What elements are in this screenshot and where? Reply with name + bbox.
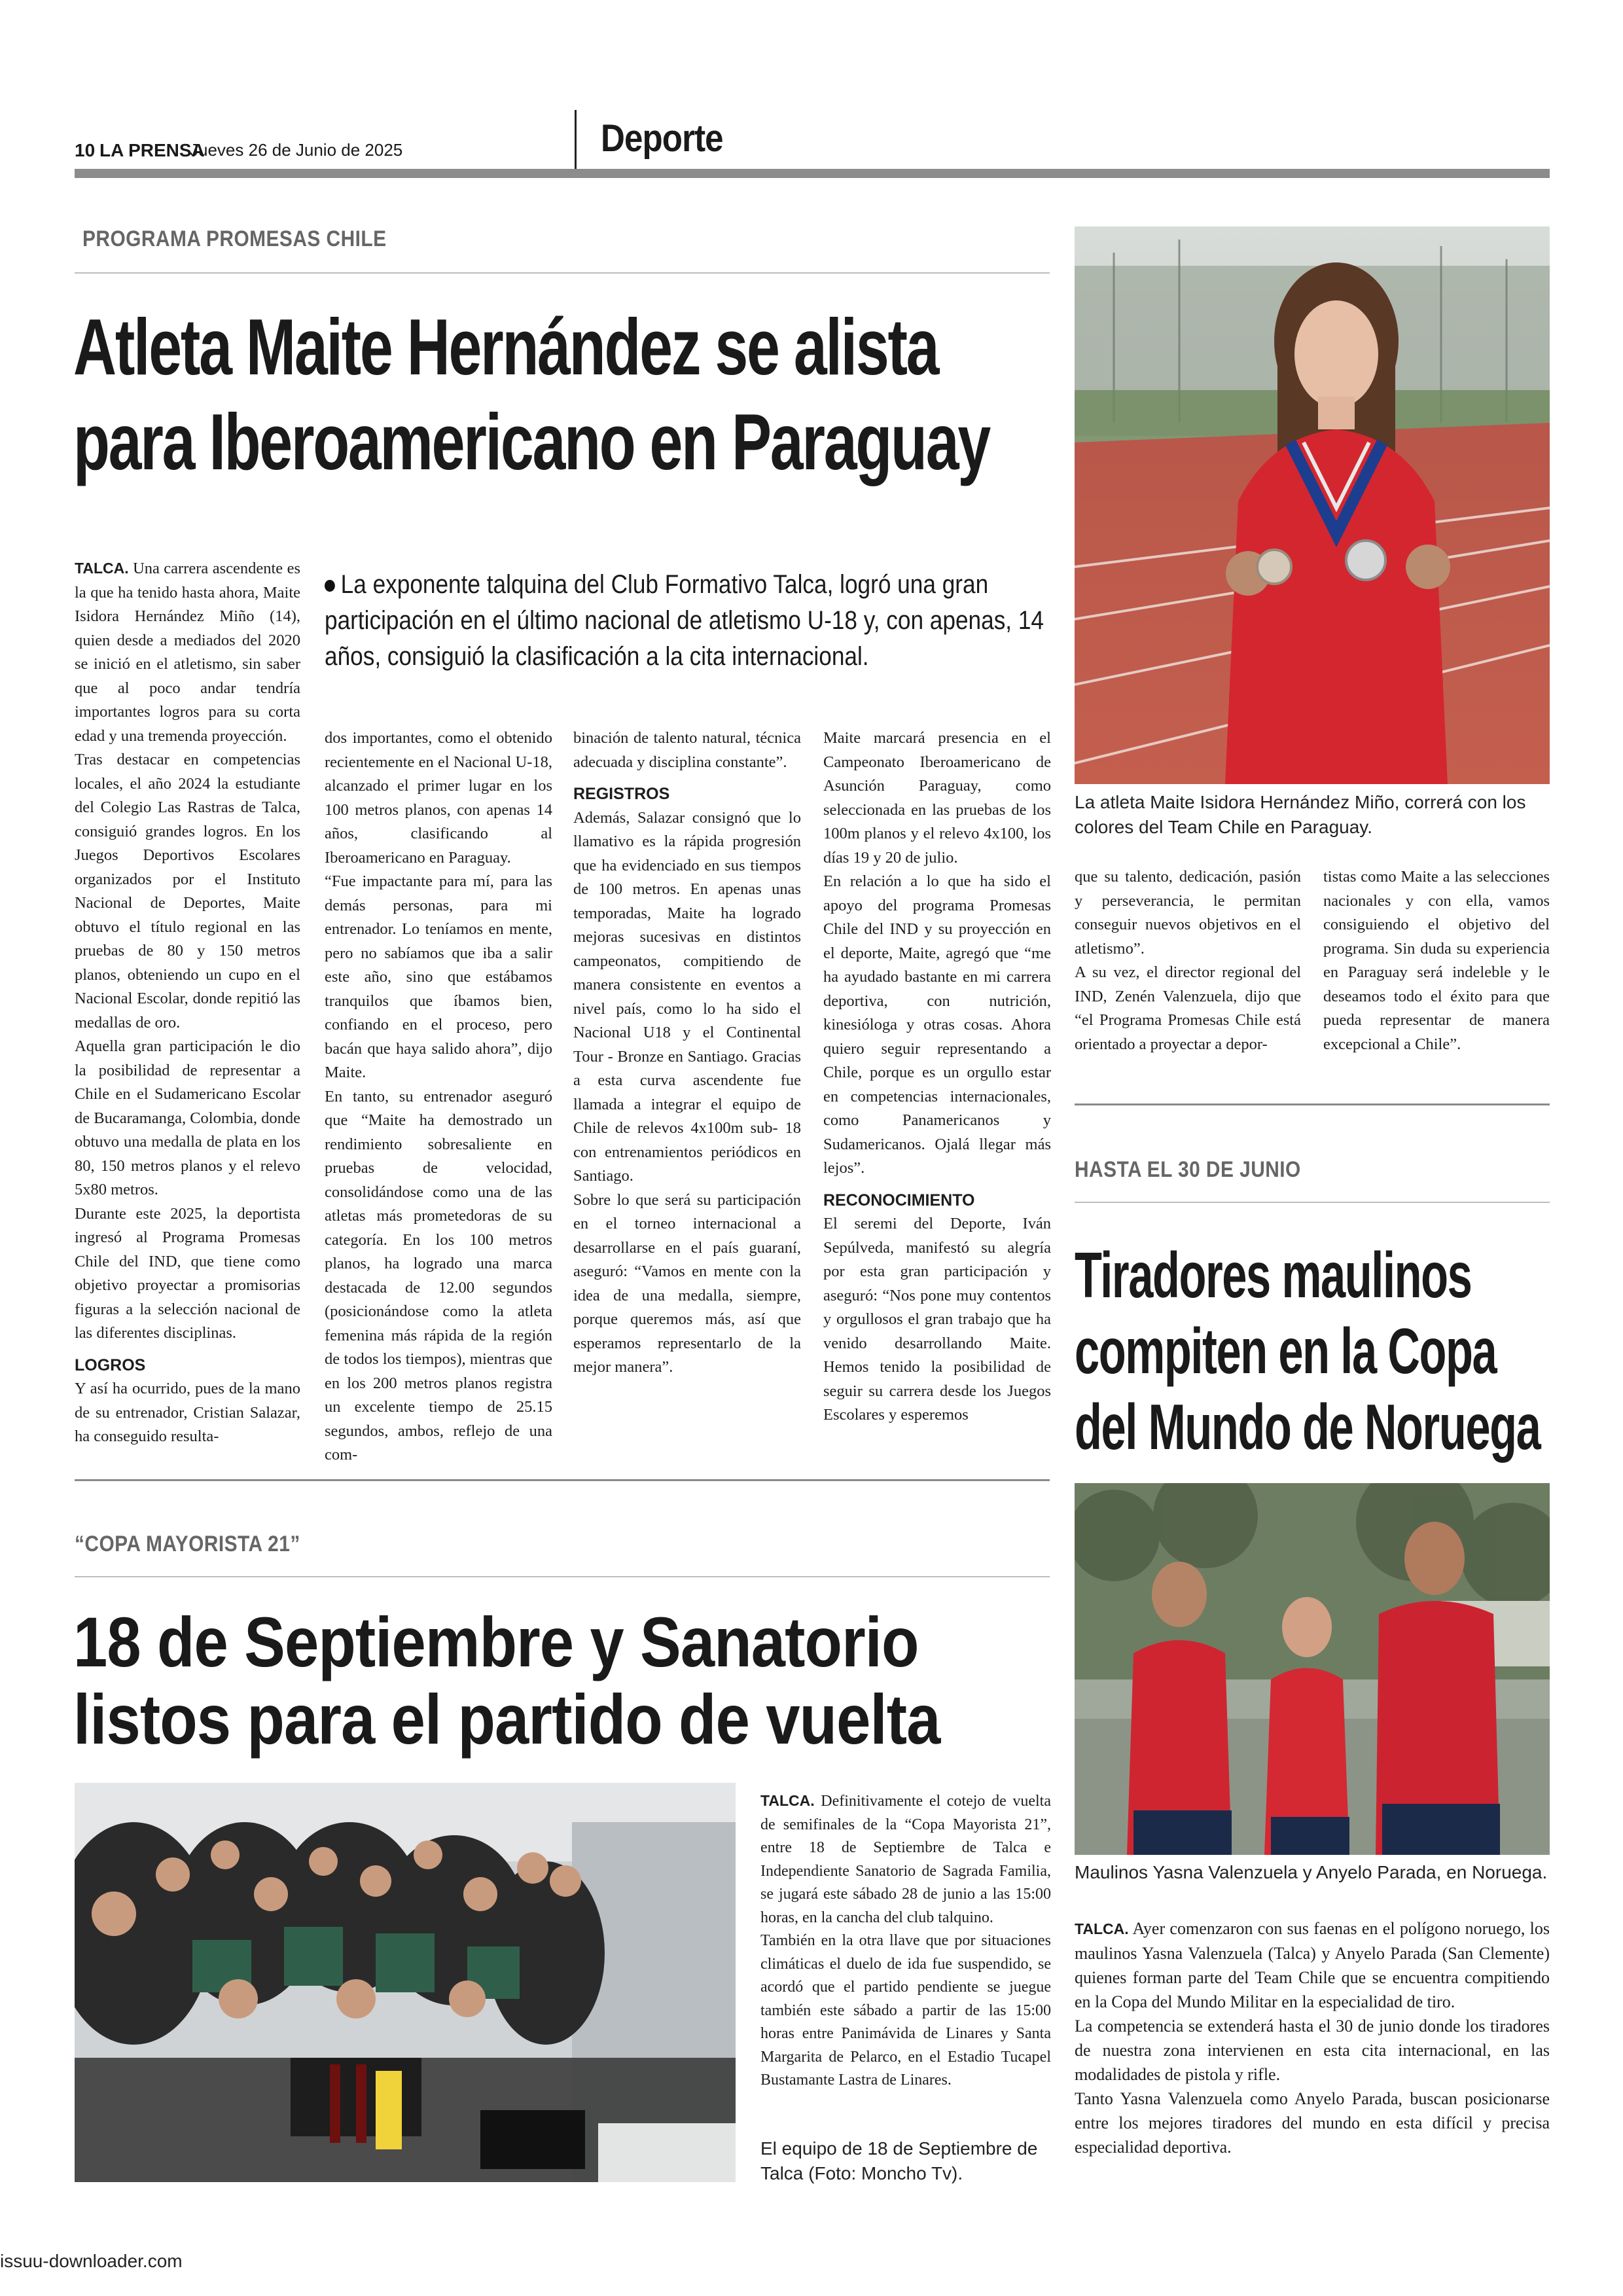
story3-headline-line2: listos para el partido de vuelta	[73, 1679, 940, 1759]
story1-lead	[325, 567, 1050, 675]
story1-column-2	[325, 726, 552, 1467]
story1-paragraph: binación de talento natural, técnica adecuada y disciplina constante”.	[573, 729, 801, 771]
story1-paragraph: En relación a lo que ha sido el apoyo del programa Promesas Chile del IND y su proyección en el deporte, Maite, agregó que “me ha ayudado bastante en mi carrera deportiva, con nutrición, kinesióloga y otras cosas. Ahora quiero seguir representando a Chile, porque es un orgullo estar en competencias internacionales, como Panamericanos y Sudamericanos. Ojalá llegar más lejos”.	[823, 872, 1051, 1177]
story1-paragraph: Además, Salazar consignó que lo llamativo es la rápida progresión que ha evidenciado en sus tiempos de 100 metros. En apenas unas temporadas, Maite ha logrado mejoras sucesivas en distintos campeonatos, compitiendo de manera consistente en eventos a nivel país, como lo ha sido el Nacional U18 y el Continental Tour - Bronze en Santiago. Gracias a esta curva ascendente fue llamada a integrar el equipo de Chile de relevos 4x100m sub- 18 con entrenamientos periódicos en Santiago.	[573, 808, 801, 1185]
story2-headline	[1075, 1237, 1540, 1465]
athlete-photo-illustration	[1075, 226, 1550, 784]
story3-kicker: “COPA MAYORISTA 21”	[75, 1532, 300, 1556]
story1-paragraph: Maite marcará presencia en el Campeonato Iberoamericano de Asunción Paraguay, como seleccionada en las pruebas de los 100m planos y el relevo 4x100, los días 19 y 20 de julio.	[823, 729, 1051, 867]
story1-photo-caption: La atleta Maite Isidora Hernández Miño, correrá con los colores del Team Chile en Paraguay.	[1075, 792, 1526, 837]
story3-photo	[75, 1783, 736, 2182]
story2-paragraph: La competencia se extenderá hasta el 30 de junio donde los tiradores de nuestra zona intervienen en esta cita internacional, en las modalidades de pistola y rifle.	[1075, 2017, 1550, 2084]
story2-dateline: TALCA.	[1075, 1920, 1129, 1937]
story2-photo-caption: Maulinos Yasna Valenzuela y Anyelo Parada, en Noruega.	[1075, 1862, 1548, 1882]
story3-paragraph: También en la otra llave que por situaciones climáticas el duelo de ida fue suspendido, se acordó que el partido pendiente se juegue también este sábado a partir de las 15:00 horas entre Panimávida de Linares y Santa Margarita de Pelarco, en el Estadio Tucapel Bustamante Lastra de Linares.	[760, 1932, 1051, 2089]
shooters-photo-illustration	[1075, 1483, 1550, 1855]
story2-headline-line2: compiten en la Copa	[1075, 1315, 1497, 1387]
story1-paragraph: Tras destacar en competencias locales, el año 2024 la estudiante del Colegio Las Rastras de Talca, consiguió grandes logros. En los Juegos Deportivos Escolares organizados por el Instituto Nacional de Deportes, Maite obtuvo el título regional en las pruebas de 80 y 150 metros planos, obteniendo un cupo en el Nacional Escolar, donde repitió las medallas de oro.	[75, 751, 300, 1031]
story1-subhead-reconocimiento: RECONOCIMIENTO	[823, 1191, 975, 1210]
story3-top-rule	[75, 1479, 1050, 1481]
story2-paragraph: Ayer comenzaron con sus faenas en el polígono noruego, los maulinos Yasna Valenzuela (Talca) y Anyelo Parada (San Clemente) quienes forman parte del Team Chile que se encuentra compitiendo en la Copa del Mundo Militar en la especialidad de tiro.	[1075, 1919, 1550, 2011]
story3-paragraph: Definitivamente el cotejo de vuelta de semifinales de la “Copa Mayorista 21”, entre 18 de Septiembre de Talca e Independiente Sanatorio de Sagrada Familia, se jugará este sábado 28 de junio a las 15:00 horas, en la cancha del club talquino.	[760, 1793, 1051, 1926]
story2-headline-line1: Tiradores maulinos	[1075, 1239, 1472, 1311]
story1-kicker: PROGRAMA PROMESAS CHILE	[82, 226, 387, 251]
story1-paragraph: dos importantes, como el obtenido recientemente en el Nacional U-18, alcanzado el primer lugar en los 100 metros planos, con apenas 14 años, clasificando al Iberoamericano en Paraguay.	[325, 729, 552, 867]
story1-paragraph: Sobre lo que será su participación en el torneo internacional a desarrollarse en el país guaraní, aseguró: “Vamos en mente con la idea de una medalla, siempre, porque queremos más, así que esperamos representarlo de la mejor manera”.	[573, 1191, 801, 1376]
story1-paragraph: Y así ha ocurrido, pues de la mano de su entrenador, Cristian Salazar, ha conseguido resulta-	[75, 1380, 300, 1445]
story1-paragraph: Durante este 2025, la deportista ingresó al Programa Promesas Chile del IND, que tiene como objetivo proyectar a promisorias figuras a la selección nacional de las diferentes disciplinas.	[75, 1204, 300, 1342]
header-bar	[75, 169, 1550, 178]
story3-headline	[73, 1604, 940, 1758]
issue-date: Jueves 26 de Junio de 2025	[190, 140, 403, 160]
story1-paragraph: “Fue impactante para mí, para las demás personas, para mi entrenador. Lo teníamos en mente, pero no sabíamos que iba a salir este año, sino que estábamos tranquilos que íbamos bien, confiando en el proceso, pero bacán que haya salido ahora”, dijo Maite.	[325, 872, 552, 1081]
story1-headline	[73, 300, 990, 490]
story1-subhead-registros: REGISTROS	[573, 785, 670, 803]
page-number: 10	[75, 140, 96, 160]
story1-column-5	[1075, 865, 1301, 1056]
story2-headline-line3: del Mundo de Noruega	[1075, 1391, 1541, 1463]
story2-kicker: HASTA EL 30 DE JUNIO	[1075, 1157, 1301, 1182]
story1-paragraph: Aquella gran participación le dio la posibilidad de representar a Chile en el Sudamericano Escolar de Bucaramanga, Colombia, donde obtuvo una medalla de plata en los 80, 150 metros planos y el relevo 5x80 metros.	[75, 1037, 300, 1198]
story1-headline-line1: Atleta Maite Hernández se alista	[73, 302, 938, 391]
story1-paragraph: Una carrera ascendente es la que ha tenido hasta ahora, Maite Isidora Hernández Miño (14), quien desde a mediados del 2020 se inició en el atletismo, sin saber que al poco andar tendría importantes logros para su corta edad y una tremenda proyección.	[75, 560, 301, 745]
section-title: Deporte	[601, 117, 723, 160]
story1-headline-line2: para Iberoamericano en Paraguay	[73, 397, 990, 486]
story1-paragraph: tistas como Maite a las selecciones nacionales y con ella, vamos consiguiendo el objetivo del programa. Sin duda su experiencia en Paraguay será indeleble y le deseamos todo el éxito para que pueda representar de manera excepcional a Chile”.	[1323, 868, 1550, 1053]
story2-photo	[1075, 1483, 1550, 1855]
story1-paragraph: En tanto, su entrenador aseguró que “Maite ha demostrado un rendimiento sobresaliente en pruebas de velocidad, consolidándose como una de las atletas más prometedoras de su categoría. En los 100 metros planos, ha logrado una marca destacada de 12.00 segundos (posicionándose como la atleta femenina más rápida de la región de todos los tiempos), mientras que en los 200 metros planos registra un excelente tiempo de 25.15 segundos, ambos, reflejo de una com-	[325, 1087, 552, 1463]
story2-body	[1075, 1916, 1550, 2159]
story2-paragraph: Tanto Yasna Valenzuela como Anyelo Parada, buscan posicionarse entre los mejores tiradores del mundo en esta difícil y precisa especialidad deportiva.	[1075, 2089, 1550, 2157]
story1-subhead-logros: LOGROS	[75, 1355, 146, 1374]
story2-kicker-rule	[1075, 1202, 1550, 1203]
header-divider	[575, 110, 577, 169]
story1-column-4	[823, 726, 1051, 1427]
team-photo-illustration	[75, 1783, 736, 2182]
newspaper-name: LA PRENSA	[99, 140, 205, 160]
story3-headline-line1: 18 de Septiembre y Sanatorio	[73, 1602, 919, 1681]
story1-column-1	[75, 556, 300, 1449]
story3-dateline: TALCA.	[760, 1792, 815, 1809]
story1-kicker-rule	[75, 272, 1050, 274]
bullet-icon	[325, 580, 335, 592]
story3-body	[760, 1789, 1051, 2092]
story1-paragraph: que su talento, dedicación, pasión y perseverancia, le permitan conseguir nuevos objetivos en el atletismo”.	[1075, 868, 1301, 958]
story1-dateline: TALCA.	[75, 560, 129, 577]
story1-paragraph: A su vez, el director regional del IND, Zenén Valenzuela, dijo que “el Programa Promesas Chile está orientado a proyectar a depor-	[1075, 963, 1301, 1053]
story1-paragraph: El seremi del Deporte, Iván Sepúlveda, manifestó su alegría por esta gran participación y aseguró: “Nos pone muy contentos y orgullosos el gran trabajo que ha venido desarrollando Maite. Hemos tenido la posibilidad de seguir su carrera desde los Juegos Escolares y esperemos	[823, 1215, 1051, 1424]
story3-photo-caption: El equipo de 18 de Septiembre de Talca (Foto: Moncho Tv).	[760, 2138, 1038, 2183]
story2-top-rule	[1075, 1103, 1550, 1105]
story1-lead-text: La exponente talquina del Club Formativo Talca, logró una gran participación en el último nacional de atletismo U-18 y, con apenas, 14 años, consiguió la clasificación a la cita internacional.	[325, 570, 1044, 671]
story3-kicker-rule	[75, 1576, 1050, 1577]
story1-column-6	[1323, 865, 1550, 1056]
story1-column-3	[573, 726, 801, 1380]
watermark: issuu-downloader.com	[0, 2251, 183, 2271]
story1-photo	[1075, 226, 1550, 784]
